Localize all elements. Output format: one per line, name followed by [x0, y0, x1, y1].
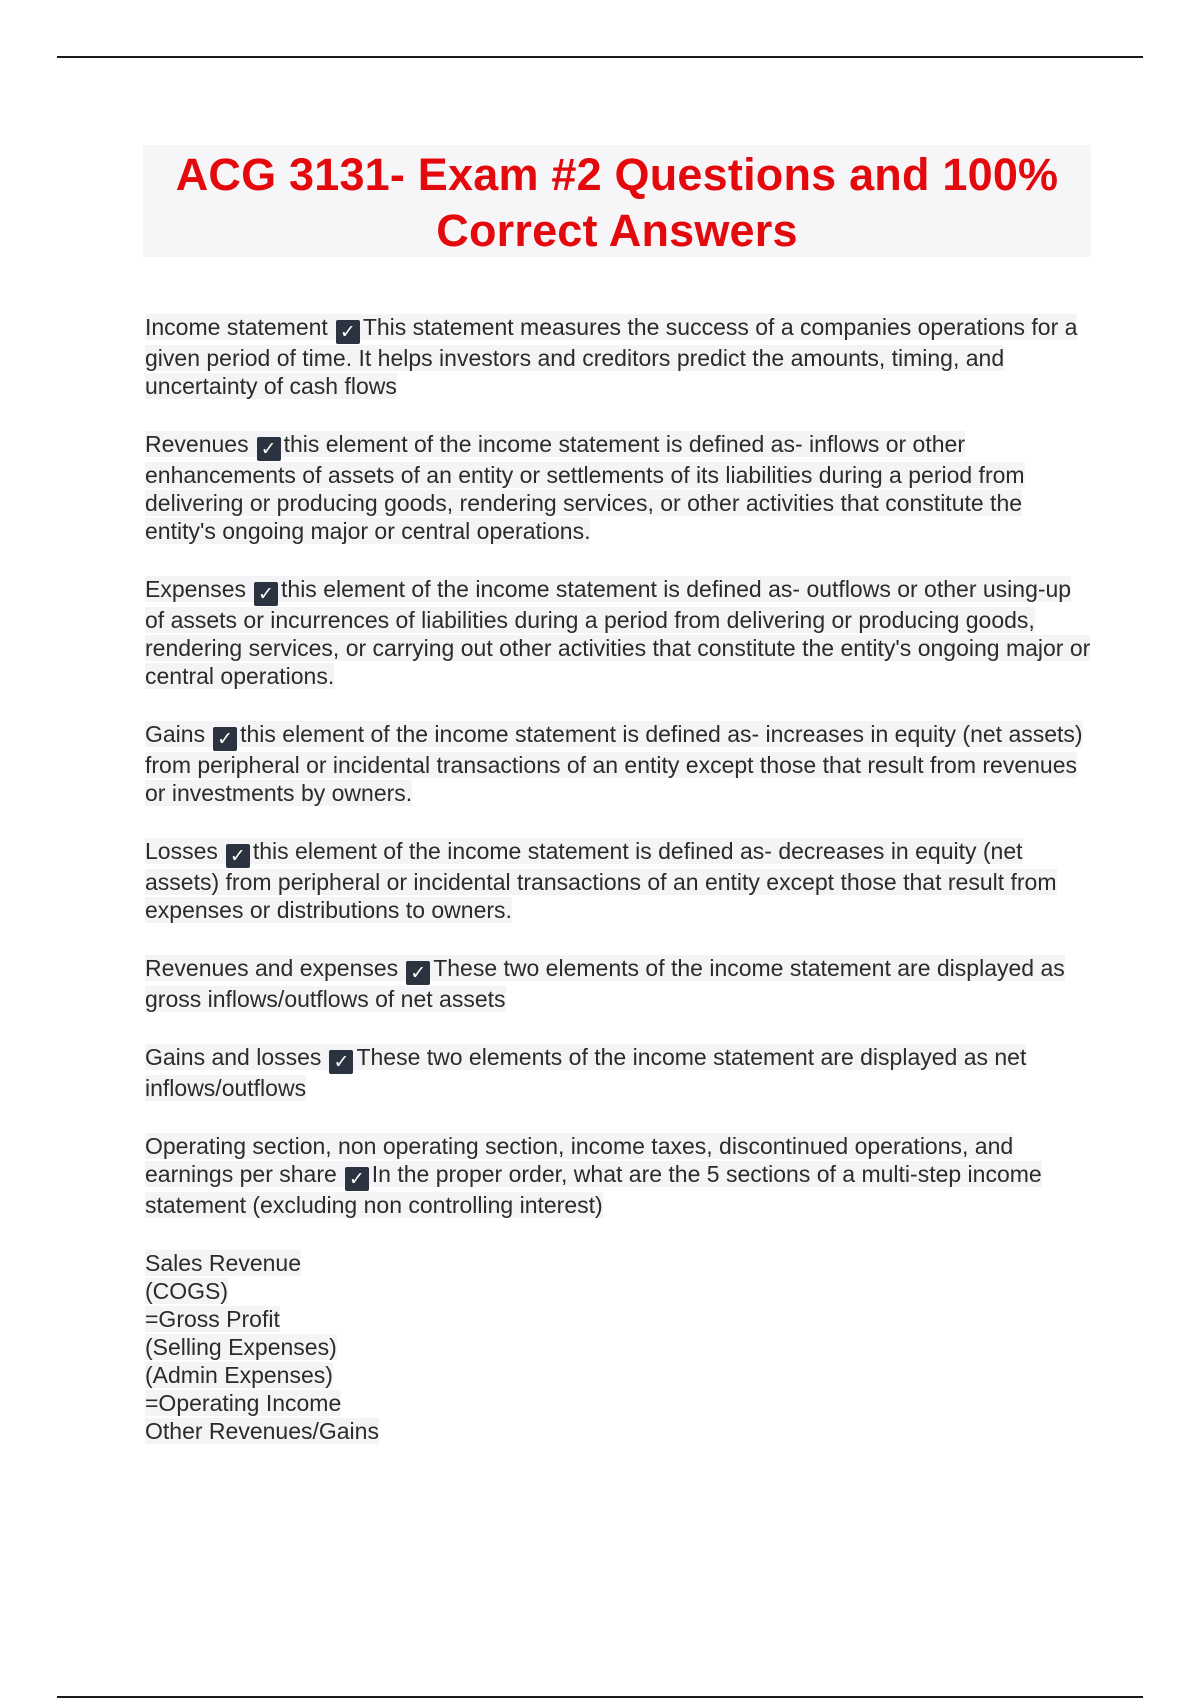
qa-answer: This statement measures the success of a companies operations for a given period of time. It helps investors and creditors predict the amounts, timing, and uncertainty of cash flows — [145, 314, 1078, 399]
checkmark-icon: ✓ — [226, 844, 250, 868]
qa-term: Income statement — [145, 314, 328, 340]
checkmark-icon: ✓ — [406, 961, 430, 985]
qa-answer: this element of the income statement is defined as- decreases in equity (net assets) from peripheral or incidental transactions of an entity except those that result from expenses or distributions to owners. — [145, 838, 1057, 923]
qa-term: Operating section, non operating section, income taxes, discontinued operations, and earnings per share — [145, 1133, 1014, 1187]
qa-term: Expenses — [145, 576, 247, 602]
title-banner — [143, 145, 1091, 257]
qa-answer: These two elements of the income statement are displayed as gross inflows/outflows of net assets — [145, 955, 1065, 1012]
checkmark-icon: ✓ — [254, 582, 278, 606]
checkmark-icon: ✓ — [329, 1050, 353, 1074]
qa-entry-gains — [145, 720, 1093, 807]
qa-answer: In the proper order, what are the 5 sections of a multi-step income statement (excluding non controlling interest) — [145, 1161, 1042, 1218]
list-item: =Operating Income — [145, 1390, 342, 1416]
list-item: (COGS) — [145, 1278, 229, 1304]
document-title: ACG 3131- Exam #2 Questions and 100% Correct Answers — [175, 149, 1059, 256]
qa-entry-gains-and-losses — [145, 1043, 1093, 1102]
checkmark-icon: ✓ — [345, 1167, 369, 1191]
qa-answer: this element of the income statement is defined as- inflows or other enhancements of assets of an entity or settlements of its liabilities during a period from delivering or producing goods, rendering services, or other activities that constitute the entity's ongoing major or central operations. — [145, 431, 1025, 544]
checkmark-icon: ✓ — [213, 727, 237, 751]
qa-term: Gains — [145, 721, 206, 747]
list-item: (Selling Expenses) — [145, 1334, 337, 1360]
list-item: Other Revenues/Gains — [145, 1418, 379, 1444]
checkmark-icon: ✓ — [336, 320, 360, 344]
list-item: Sales Revenue — [145, 1250, 301, 1276]
qa-term: Losses — [145, 838, 218, 864]
qa-entry-multi-step-sections — [145, 1132, 1093, 1219]
qa-entry-revenues — [145, 430, 1093, 545]
qa-entry-expenses — [145, 575, 1093, 690]
footer-rule — [57, 1696, 1143, 1698]
qa-term: Revenues — [145, 431, 249, 457]
qa-term: Gains and losses — [145, 1044, 322, 1070]
qa-entry-revenues-and-expenses — [145, 954, 1093, 1013]
header-rule — [57, 56, 1143, 58]
checkmark-icon: ✓ — [257, 437, 281, 461]
qa-entry-losses — [145, 837, 1093, 924]
qa-term: Revenues and expenses — [145, 955, 399, 981]
qa-answer: this element of the income statement is defined as- outflows or other using-up of assets or incurrences of liabilities during a period from delivering or producing goods, rendering services, or carrying out other activities that constitute the entity's ongoing major or central operations. — [145, 576, 1091, 689]
list-item: =Gross Profit — [145, 1306, 280, 1332]
qa-entry-income-statement — [145, 313, 1093, 400]
document-body — [145, 313, 1093, 1445]
list-item: (Admin Expenses) — [145, 1362, 333, 1388]
qa-answer: These two elements of the income statement are displayed as net inflows/outflows — [145, 1044, 1027, 1101]
qa-answer: this element of the income statement is defined as- increases in equity (net assets) from peripheral or incidental transactions of an entity except those that result from revenues or investments by owners. — [145, 721, 1083, 806]
income-statement-line-list — [145, 1249, 1093, 1445]
